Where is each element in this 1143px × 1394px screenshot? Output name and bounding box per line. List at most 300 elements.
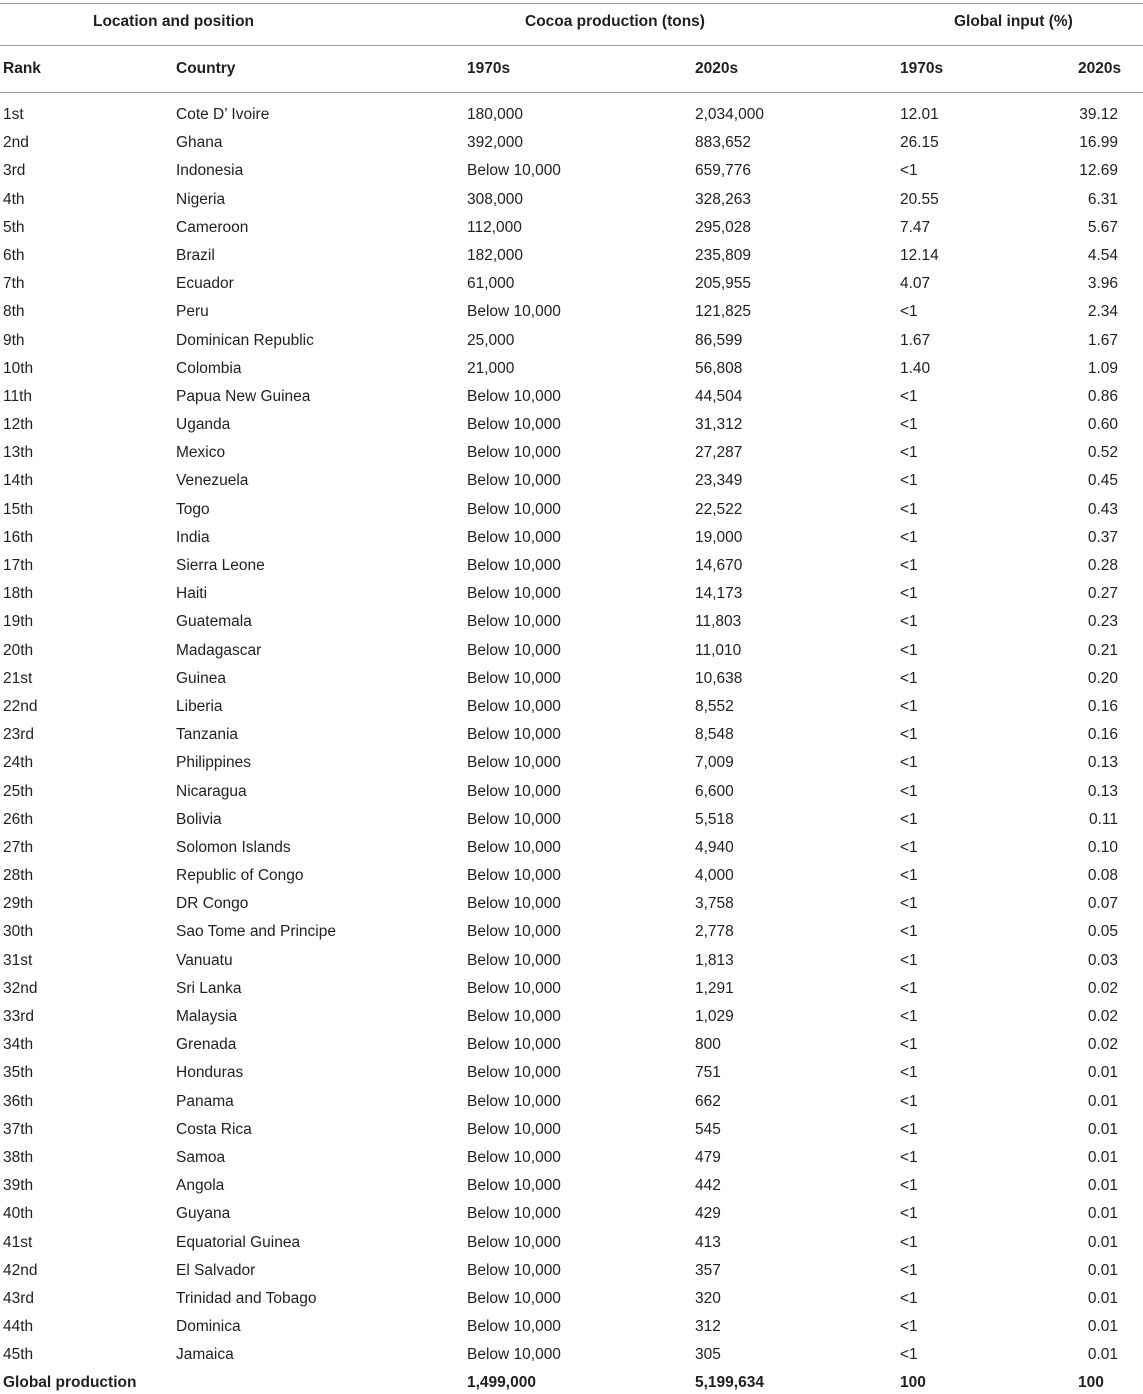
table-row: [0, 326, 1143, 354]
country-cell: Malaysia: [176, 1008, 238, 1025]
rank-cell: 21st: [3, 669, 33, 687]
country-cell: Jamaica: [176, 1346, 234, 1364]
rank-cell: 14th: [3, 472, 34, 490]
input-2020s-cell: 0.45: [1087, 472, 1118, 490]
input-1970s-cell: <1: [900, 1064, 918, 1082]
input-1970s-cell: <1: [900, 951, 918, 969]
input-1970s-cell: <1: [900, 1036, 918, 1054]
production-1970s-cell: Below 10,000: [467, 500, 561, 518]
table-row: [0, 1058, 1143, 1086]
production-2020s-cell: 121,825: [695, 303, 752, 321]
input-2020s-cell: 0.11: [1088, 810, 1118, 828]
rank-cell: 9th: [3, 331, 25, 349]
table-row: [0, 382, 1143, 410]
column-header-production-2020s: 2020s: [695, 60, 739, 77]
input-1970s-cell: <1: [900, 1318, 918, 1336]
production-1970s-cell: Below 10,000: [467, 979, 561, 997]
production-2020s-cell: 751: [695, 1064, 721, 1082]
input-1970s-cell: <1: [900, 754, 918, 772]
input-1970s-cell: 4.07: [900, 275, 931, 293]
rank-cell: 15th: [3, 500, 34, 518]
table-row: [0, 1340, 1143, 1368]
production-1970s-cell: Below 10,000: [467, 838, 561, 856]
table-row: [0, 438, 1143, 466]
production-1970s-cell: Below 10,000: [467, 613, 561, 631]
table-row: [0, 636, 1143, 664]
country-cell: Togo: [176, 500, 210, 518]
production-2020s-cell: 19,000: [695, 528, 743, 546]
input-1970s-cell: <1: [900, 782, 918, 800]
rank-cell: 39th: [3, 1177, 34, 1195]
production-1970s-cell: Below 10,000: [467, 585, 561, 603]
input-1970s-cell: <1: [900, 1092, 918, 1110]
country-cell: India: [176, 528, 210, 546]
production-1970s-cell: Below 10,000: [467, 1205, 561, 1223]
country-cell: Grenada: [176, 1036, 237, 1054]
input-1970s-cell: 1.67: [900, 331, 931, 349]
production-1970s-cell: 180,000: [467, 106, 524, 123]
input-1970s-cell: <1: [900, 162, 918, 180]
input-1970s-cell: <1: [900, 923, 918, 941]
input-2020s-cell: 0.20: [1087, 669, 1118, 687]
input-2020s-cell: 0.10: [1087, 838, 1118, 856]
production-1970s-cell: Below 10,000: [467, 754, 561, 772]
input-2020s-cell: 0.21: [1087, 641, 1118, 659]
production-2020s-cell: 883,652: [695, 134, 752, 152]
rank-cell: 17th: [3, 557, 34, 574]
input-2020s-cell: 0.01: [1087, 1205, 1118, 1223]
input-1970s-cell: <1: [900, 387, 918, 405]
body-divider-rule: [0, 92, 1143, 93]
table-row: [0, 1228, 1143, 1256]
table-row: [0, 664, 1143, 692]
country-cell: Ghana: [176, 134, 223, 152]
production-2020s-cell: 235,809: [695, 246, 752, 264]
table-row: [0, 1143, 1143, 1171]
country-cell: Costa Rica: [176, 1120, 252, 1138]
table-row: [0, 185, 1143, 213]
table-row: [0, 156, 1143, 184]
group-header-cocoa-production: Cocoa production (tons): [525, 13, 705, 30]
header-divider-rule: [0, 45, 1143, 46]
input-1970s-cell: <1: [900, 472, 918, 490]
production-2020s-cell: 1,813: [695, 951, 734, 969]
table-row: [0, 297, 1143, 325]
country-cell: Guinea: [176, 669, 226, 687]
rank-cell: 13th: [3, 444, 34, 462]
input-2020s-cell: 0.52: [1087, 444, 1118, 462]
production-2020s-cell: 56,808: [695, 359, 743, 377]
table-row: [0, 917, 1143, 945]
country-cell: Papua New Guinea: [176, 387, 311, 405]
rank-cell: 27th: [3, 838, 34, 856]
country-cell: Haiti: [176, 585, 208, 603]
production-1970s-cell: Below 10,000: [467, 669, 561, 687]
rank-cell: 41st: [3, 1233, 33, 1251]
rank-cell: 36th: [3, 1092, 34, 1110]
rank-cell: 1st: [3, 106, 24, 123]
total-label: Global production: [3, 1374, 137, 1391]
production-2020s-cell: 659,776: [695, 162, 752, 180]
table-row: [0, 1199, 1143, 1227]
rank-cell: 32nd: [3, 979, 38, 997]
production-1970s-cell: 61,000: [467, 275, 515, 293]
country-cell: Sierra Leone: [176, 557, 265, 574]
table-row: [0, 748, 1143, 776]
table-row: [0, 495, 1143, 523]
input-2020s-cell: 16.99: [1079, 134, 1118, 152]
production-2020s-cell: 27,287: [695, 444, 743, 462]
production-1970s-cell: Below 10,000: [467, 1346, 561, 1364]
table-row: [0, 410, 1143, 438]
country-cell: Brazil: [176, 246, 215, 264]
input-1970s-cell: <1: [900, 1346, 918, 1364]
country-cell: Nigeria: [176, 190, 226, 208]
column-header-production-1970s: 1970s: [467, 60, 511, 77]
production-1970s-cell: Below 10,000: [467, 472, 561, 490]
country-cell: Liberia: [176, 697, 223, 715]
country-cell: Samoa: [176, 1148, 226, 1166]
input-2020s-cell: 0.01: [1087, 1148, 1118, 1166]
input-1970s-cell: <1: [900, 669, 918, 687]
rank-cell: 28th: [3, 867, 34, 885]
production-2020s-cell: 800: [695, 1036, 721, 1054]
production-2020s-cell: 5,518: [695, 810, 734, 828]
production-1970s-cell: Below 10,000: [467, 867, 561, 885]
country-cell: Colombia: [176, 359, 242, 377]
rank-cell: 37th: [3, 1120, 34, 1138]
production-2020s-cell: 328,263: [695, 190, 752, 208]
table-row: [0, 692, 1143, 720]
production-2020s-cell: 1,291: [695, 979, 734, 997]
production-1970s-cell: 25,000: [467, 331, 515, 349]
table-row: [0, 805, 1143, 833]
rank-cell: 4th: [3, 190, 25, 208]
input-2020s-cell: 0.01: [1087, 1289, 1118, 1307]
production-2020s-cell: 14,670: [695, 557, 743, 574]
input-2020s-cell: 0.03: [1087, 951, 1118, 969]
table-row: [0, 579, 1143, 607]
production-1970s-cell: Below 10,000: [467, 1289, 561, 1307]
total-production-1970s: 1,499,000: [467, 1374, 536, 1391]
country-cell: Dominican Republic: [176, 331, 314, 349]
production-1970s-cell: 392,000: [467, 134, 524, 152]
rank-cell: 33rd: [3, 1008, 35, 1025]
table-row: [0, 1087, 1143, 1115]
input-2020s-cell: 0.01: [1087, 1177, 1118, 1195]
table-row: [0, 833, 1143, 861]
input-2020s-cell: 12.69: [1079, 162, 1118, 180]
input-1970s-cell: <1: [900, 303, 918, 321]
input-2020s-cell: 0.37: [1087, 528, 1118, 546]
table-body: [0, 100, 1143, 1368]
input-1970s-cell: <1: [900, 726, 918, 744]
country-cell: Madagascar: [176, 641, 262, 659]
input-1970s-cell: <1: [900, 1233, 918, 1251]
production-2020s-cell: 320: [695, 1289, 721, 1307]
input-1970s-cell: 26.15: [900, 134, 939, 152]
country-cell: Equatorial Guinea: [176, 1233, 301, 1251]
rank-cell: 5th: [3, 218, 25, 236]
table-row: [0, 946, 1143, 974]
production-1970s-cell: Below 10,000: [467, 444, 561, 462]
input-2020s-cell: 0.08: [1087, 867, 1118, 885]
input-2020s-cell: 0.01: [1087, 1064, 1118, 1082]
table-row: [0, 861, 1143, 889]
country-cell: Dominica: [176, 1318, 241, 1336]
production-2020s-cell: 545: [695, 1120, 721, 1138]
country-cell: Sao Tome and Principe: [176, 923, 336, 941]
country-cell: Peru: [176, 303, 209, 321]
production-1970s-cell: Below 10,000: [467, 641, 561, 659]
input-2020s-cell: 0.02: [1087, 979, 1118, 997]
rank-cell: 31st: [3, 951, 33, 969]
input-1970s-cell: <1: [900, 416, 918, 434]
production-2020s-cell: 1,029: [695, 1008, 734, 1025]
rank-cell: 25th: [3, 782, 34, 800]
table-row: [0, 777, 1143, 805]
country-cell: Cameroon: [176, 218, 249, 236]
rank-cell: 35th: [3, 1064, 34, 1082]
production-2020s-cell: 305: [695, 1346, 721, 1364]
production-2020s-cell: 2,778: [695, 923, 734, 941]
rank-cell: 40th: [3, 1205, 34, 1223]
production-2020s-cell: 6,600: [695, 782, 734, 800]
country-cell: Honduras: [176, 1064, 244, 1082]
rank-cell: 43rd: [3, 1289, 35, 1307]
production-1970s-cell: Below 10,000: [467, 1008, 561, 1025]
table-row: [0, 1002, 1143, 1030]
total-input-1970s: 100: [900, 1374, 926, 1391]
production-1970s-cell: 182,000: [467, 246, 524, 264]
input-1970s-cell: <1: [900, 1289, 918, 1307]
production-2020s-cell: 2,034,000: [695, 106, 764, 123]
production-1970s-cell: 308,000: [467, 190, 524, 208]
rank-cell: 45th: [3, 1346, 34, 1364]
input-1970s-cell: 12.01: [900, 106, 939, 123]
country-cell: Bolivia: [176, 810, 222, 828]
table-row: [0, 523, 1143, 551]
country-cell: Cote D’ Ivoire: [176, 106, 270, 123]
table-row: [0, 1256, 1143, 1284]
country-cell: Trinidad and Tobago: [176, 1289, 317, 1307]
country-cell: Nicaragua: [176, 782, 247, 800]
input-2020s-cell: 2.34: [1087, 303, 1118, 321]
input-1970s-cell: <1: [900, 641, 918, 659]
rank-cell: 20th: [3, 641, 34, 659]
production-1970s-cell: Below 10,000: [467, 1318, 561, 1336]
production-1970s-cell: Below 10,000: [467, 810, 561, 828]
production-2020s-cell: 22,522: [695, 500, 743, 518]
input-1970s-cell: <1: [900, 500, 918, 518]
production-1970s-cell: Below 10,000: [467, 416, 561, 434]
input-1970s-cell: 20.55: [900, 190, 939, 208]
rank-cell: 30th: [3, 923, 34, 941]
table-row: [0, 354, 1143, 382]
input-2020s-cell: 6.31: [1087, 190, 1118, 208]
input-1970s-cell: <1: [900, 810, 918, 828]
production-1970s-cell: Below 10,000: [467, 726, 561, 744]
table-row: [0, 269, 1143, 297]
production-2020s-cell: 4,940: [695, 838, 734, 856]
production-2020s-cell: 31,312: [695, 416, 743, 434]
country-cell: El Salvador: [176, 1261, 256, 1279]
input-2020s-cell: 3.96: [1087, 275, 1118, 293]
group-header-location: Location and position: [93, 13, 255, 30]
production-1970s-cell: Below 10,000: [467, 1036, 561, 1054]
rank-cell: 38th: [3, 1148, 34, 1166]
production-1970s-cell: Below 10,000: [467, 1177, 561, 1195]
production-2020s-cell: 442: [695, 1177, 721, 1195]
production-2020s-cell: 8,552: [695, 697, 734, 715]
production-2020s-cell: 357: [695, 1261, 721, 1279]
input-1970s-cell: <1: [900, 613, 918, 631]
table-top-rule: [0, 3, 1143, 4]
production-1970s-cell: 112,000: [467, 218, 522, 236]
production-1970s-cell: Below 10,000: [467, 528, 561, 546]
table-row: [0, 128, 1143, 156]
input-2020s-cell: 0.13: [1087, 782, 1118, 800]
production-2020s-cell: 11,803: [695, 613, 742, 631]
production-1970s-cell: Below 10,000: [467, 162, 561, 180]
column-header-rank: Rank: [3, 60, 41, 77]
production-2020s-cell: 295,028: [695, 218, 752, 236]
input-2020s-cell: 0.43: [1087, 500, 1118, 518]
table-row: [0, 213, 1143, 241]
production-2020s-cell: 413: [695, 1233, 721, 1251]
input-1970s-cell: <1: [900, 1008, 918, 1025]
input-2020s-cell: 0.01: [1087, 1261, 1118, 1279]
country-cell: Tanzania: [176, 726, 239, 744]
production-1970s-cell: Below 10,000: [467, 951, 561, 969]
production-2020s-cell: 14,173: [695, 585, 743, 603]
production-2020s-cell: 8,548: [695, 726, 734, 744]
production-2020s-cell: 3,758: [695, 895, 734, 913]
input-1970s-cell: <1: [900, 697, 918, 715]
production-2020s-cell: 44,504: [695, 387, 743, 405]
rank-cell: 19th: [3, 613, 34, 631]
production-1970s-cell: 21,000: [467, 359, 515, 377]
country-cell: Angola: [176, 1177, 225, 1195]
rank-cell: 24th: [3, 754, 34, 772]
production-2020s-cell: 429: [695, 1205, 721, 1223]
input-2020s-cell: 5.67: [1087, 218, 1118, 236]
total-production-2020s: 5,199,634: [695, 1374, 764, 1391]
input-2020s-cell: 0.13: [1087, 754, 1118, 772]
country-cell: Solomon Islands: [176, 838, 291, 856]
input-1970s-cell: <1: [900, 444, 918, 462]
rank-cell: 16th: [3, 528, 34, 546]
input-2020s-cell: 0.05: [1087, 923, 1118, 941]
rank-cell: 8th: [3, 303, 25, 321]
input-1970s-cell: <1: [900, 557, 918, 574]
table-row: [0, 466, 1143, 494]
input-2020s-cell: 0.01: [1087, 1346, 1118, 1364]
production-2020s-cell: 10,638: [695, 669, 743, 687]
production-2020s-cell: 23,349: [695, 472, 743, 490]
table-row: [0, 551, 1143, 579]
input-2020s-cell: 1.09: [1087, 359, 1118, 377]
input-2020s-cell: 4.54: [1087, 246, 1118, 264]
table-row: [0, 100, 1143, 128]
production-2020s-cell: 662: [695, 1092, 721, 1110]
production-1970s-cell: Below 10,000: [467, 895, 561, 913]
country-cell: Sri Lanka: [176, 979, 242, 997]
production-2020s-cell: 205,955: [695, 275, 752, 293]
rank-cell: 23rd: [3, 726, 35, 744]
rank-cell: 44th: [3, 1318, 34, 1336]
input-2020s-cell: 0.02: [1087, 1008, 1118, 1025]
total-input-2020s: 100: [1078, 1374, 1104, 1391]
rank-cell: 12th: [3, 416, 34, 434]
rank-cell: 2nd: [3, 134, 29, 152]
table-row: [0, 1284, 1143, 1312]
country-cell: Republic of Congo: [176, 867, 304, 885]
input-2020s-cell: 0.16: [1087, 697, 1118, 715]
rank-cell: 18th: [3, 585, 34, 603]
production-2020s-cell: 7,009: [695, 754, 734, 772]
rank-cell: 7th: [3, 275, 25, 293]
country-cell: Philippines: [176, 754, 251, 772]
country-cell: Ecuador: [176, 275, 234, 293]
input-2020s-cell: 39.12: [1079, 106, 1118, 123]
production-1970s-cell: Below 10,000: [467, 303, 561, 321]
input-1970s-cell: <1: [900, 1205, 918, 1223]
country-cell: DR Congo: [176, 895, 249, 913]
input-1970s-cell: 7.47: [900, 218, 931, 236]
table-row: [0, 607, 1143, 635]
input-1970s-cell: <1: [900, 838, 918, 856]
input-1970s-cell: <1: [900, 1177, 918, 1195]
input-2020s-cell: 0.60: [1087, 416, 1118, 434]
rank-cell: 42nd: [3, 1261, 38, 1279]
production-1970s-cell: Below 10,000: [467, 697, 561, 715]
rank-cell: 6th: [3, 246, 25, 264]
table-row: [0, 889, 1143, 917]
input-2020s-cell: 0.28: [1087, 557, 1118, 574]
table-row: [0, 1171, 1143, 1199]
input-2020s-cell: 0.27: [1087, 585, 1118, 603]
column-header-country: Country: [176, 60, 236, 77]
rank-cell: 22nd: [3, 697, 38, 715]
table-row: [0, 241, 1143, 269]
country-cell: Uganda: [176, 416, 231, 434]
production-1970s-cell: Below 10,000: [467, 1148, 561, 1166]
rank-cell: 10th: [3, 359, 34, 377]
rank-cell: 3rd: [3, 162, 26, 180]
input-1970s-cell: <1: [900, 528, 918, 546]
production-1970s-cell: Below 10,000: [467, 1092, 561, 1110]
input-1970s-cell: <1: [900, 585, 918, 603]
production-2020s-cell: 86,599: [695, 331, 743, 349]
input-1970s-cell: <1: [900, 867, 918, 885]
input-2020s-cell: 0.02: [1087, 1036, 1118, 1054]
input-2020s-cell: 1.67: [1087, 331, 1118, 349]
rank-cell: 34th: [3, 1036, 34, 1054]
column-header-input-1970s: 1970s: [900, 60, 944, 77]
production-1970s-cell: Below 10,000: [467, 782, 561, 800]
input-1970s-cell: <1: [900, 979, 918, 997]
input-2020s-cell: 0.16: [1087, 726, 1118, 744]
input-2020s-cell: 0.01: [1087, 1092, 1118, 1110]
production-1970s-cell: Below 10,000: [467, 387, 561, 405]
input-1970s-cell: <1: [900, 1261, 918, 1279]
input-1970s-cell: <1: [900, 1148, 918, 1166]
rank-cell: 11th: [3, 387, 33, 405]
production-2020s-cell: 479: [695, 1148, 721, 1166]
column-header-input-2020s: 2020s: [1078, 60, 1122, 77]
production-1970s-cell: Below 10,000: [467, 923, 561, 941]
